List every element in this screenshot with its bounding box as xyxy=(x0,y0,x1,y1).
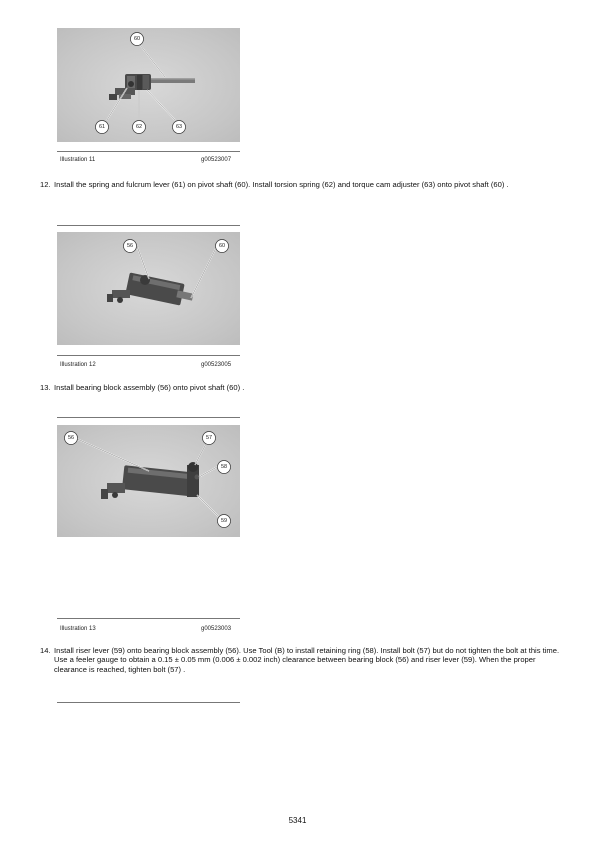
svg-text:63: 63 xyxy=(175,124,183,130)
svg-text:60: 60 xyxy=(133,36,141,42)
illustration-ref: g00523003 xyxy=(201,626,232,632)
divider xyxy=(57,618,240,619)
illustration-12-photo xyxy=(57,232,240,345)
illustration-caption: Illustration 12 xyxy=(60,362,96,368)
callout-56 xyxy=(63,430,79,446)
step-14 xyxy=(40,646,560,674)
callout-59 xyxy=(216,513,232,529)
callout-61 xyxy=(94,119,110,135)
divider xyxy=(57,417,240,418)
callout-58 xyxy=(216,459,232,475)
callout-63 xyxy=(171,119,187,135)
callout-60 xyxy=(129,31,145,47)
divider xyxy=(57,225,240,226)
svg-text:59: 59 xyxy=(220,518,228,524)
step-number: 13. xyxy=(40,383,51,392)
divider xyxy=(57,151,240,152)
divider xyxy=(57,355,240,356)
illustration-ref: g00523007 xyxy=(201,157,232,163)
step-text: Install the spring and fulcrum lever (61) on pivot shaft (60). Install torsion spring (62) and torque cam adjuster (63) onto pivot shaft (60) . xyxy=(54,180,509,189)
svg-text:62: 62 xyxy=(135,124,143,130)
illustration-caption: Illustration 13 xyxy=(60,626,96,632)
svg-text:57: 57 xyxy=(205,435,213,441)
callout-57 xyxy=(201,430,217,446)
step-text: Install bearing block assembly (56) onto pivot shaft (60) . xyxy=(54,383,245,392)
step-13 xyxy=(40,383,560,392)
illustration-ref: g00523005 xyxy=(201,362,232,368)
callout-56 xyxy=(122,238,138,254)
step-text: Install riser lever (59) onto bearing block assembly (56). Use Tool (B) to install retaining ring (58). Install bolt (57) but do not tighten the bolt at this time. Use a feeler gauge to obtain a 0.15 ± 0.05 mm (0.006 ± 0.002 inch) clearance between bearing block (56) and riser lever (59). When the proper clearance is reached, tighten bolt (57) . xyxy=(54,646,560,674)
svg-text:60: 60 xyxy=(218,243,226,249)
illustration-caption: Illustration 11 xyxy=(60,157,96,163)
step-12 xyxy=(40,180,560,189)
svg-text:56: 56 xyxy=(126,243,134,249)
divider xyxy=(57,702,240,703)
callout-62 xyxy=(131,119,147,135)
callout-60 xyxy=(214,238,230,254)
svg-text:58: 58 xyxy=(220,464,228,470)
page-number: 5341 xyxy=(288,816,307,825)
svg-text:56: 56 xyxy=(67,435,75,441)
illustration-11-photo xyxy=(57,28,240,142)
step-number: 12. xyxy=(40,180,51,189)
svg-text:61: 61 xyxy=(98,124,106,130)
step-number: 14. xyxy=(40,646,51,655)
